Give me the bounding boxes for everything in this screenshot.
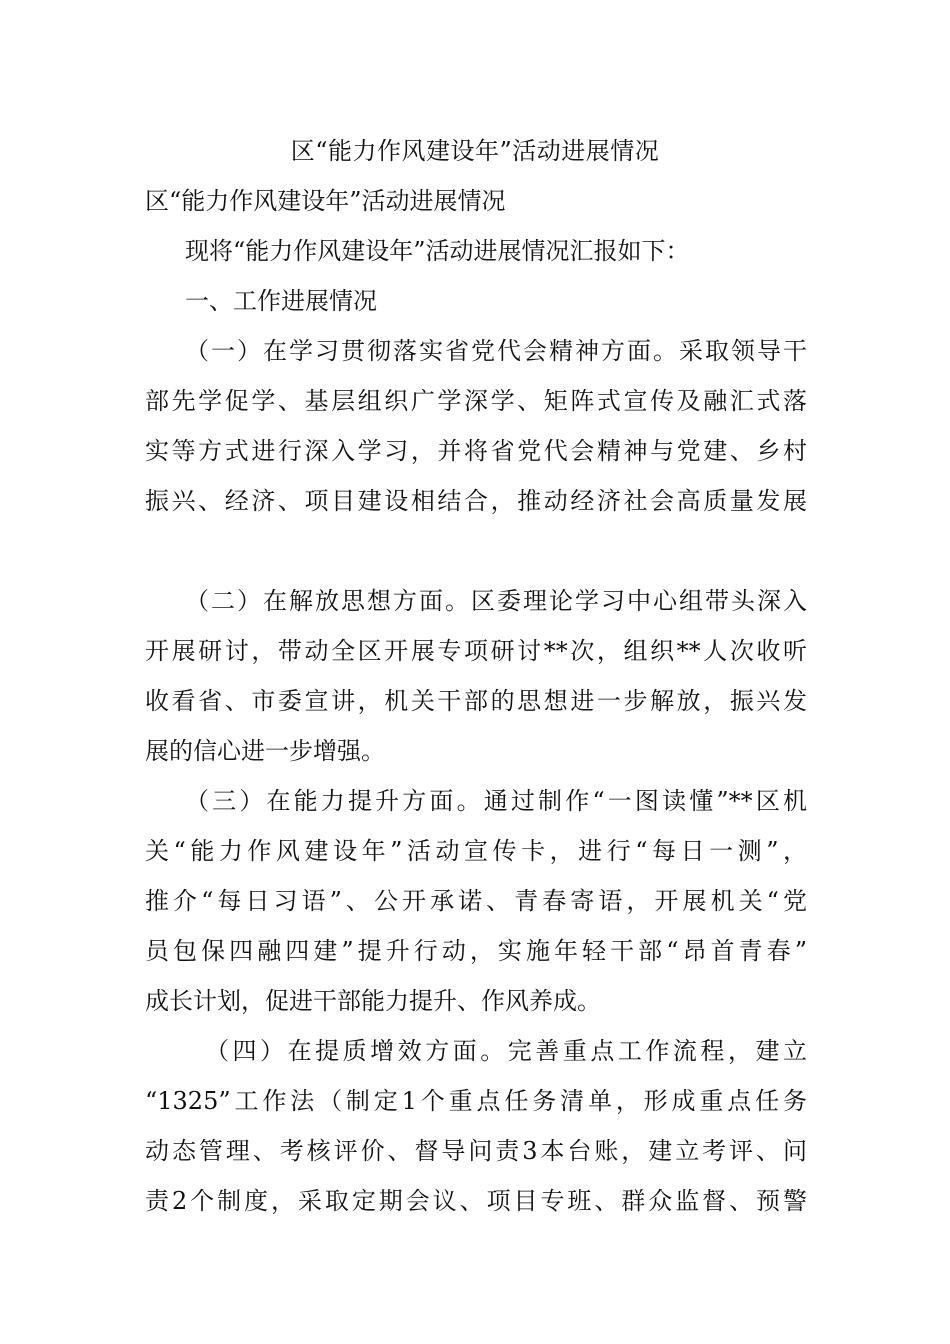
paragraph-2-line-1: （二）在解放思想方面。区委理论学习中心组带头深入 bbox=[185, 587, 807, 615]
paragraph-2-line-4: 展的信心进一步增强。 bbox=[145, 737, 385, 765]
paragraph-3-line-3: 推介“每日习语”、公开承诺、青春寄语，开展机关“党 bbox=[145, 887, 807, 915]
paragraph-4-line-4: 责2个制度，采取定期会议、项目专班、群众监督、预警 bbox=[145, 1187, 807, 1215]
intro-text: 现将“能力作风建设年”活动进展情况汇报如下： bbox=[185, 237, 690, 265]
paragraph-1-line-1: （一）在学习贯彻落实省党代会精神方面。采取领导干 bbox=[185, 337, 807, 365]
document-title: 区“能力作风建设年”活动进展情况 bbox=[290, 137, 660, 165]
paragraph-1-line-2: 部先学促学、基层组织广学深学、矩阵式宣传及融汇式落 bbox=[145, 387, 807, 415]
paragraph-3-line-1: （三）在能力提升方面。通过制作“一图读懂”**区机 bbox=[185, 787, 807, 815]
document-heading: 区“能力作风建设年”活动进展情况 bbox=[145, 187, 506, 215]
paragraph-4-line-1: （四）在提质增效方面。完善重点工作流程，建立 bbox=[205, 1037, 807, 1065]
paragraph-4-line-2: “1325”工作法（制定1个重点任务清单，形成重点任务 bbox=[145, 1087, 807, 1115]
section-heading: 一、工作进展情况 bbox=[185, 287, 377, 315]
paragraph-4-line-3: 动态管理、考核评价、督导问责3本台账，建立考评、问 bbox=[145, 1137, 807, 1165]
paragraph-3-line-5: 成长计划，促进干部能力提升、作风养成。 bbox=[145, 987, 601, 1015]
paragraph-2-line-3: 收看省、市委宣讲，机关干部的思想进一步解放，振兴发 bbox=[145, 687, 807, 715]
paragraph-3-line-2: 关“能力作风建设年”活动宣传卡，进行“每日一测”， bbox=[145, 837, 807, 865]
paragraph-2-line-2: 开展研讨，带动全区开展专项研讨**次，组织**人次收听 bbox=[145, 637, 807, 665]
paragraph-1-line-4: 振兴、经济、项目建设相结合，推动经济社会高质量发展 bbox=[145, 487, 807, 515]
paragraph-3-line-4: 员包保四融四建”提升行动，实施年轻干部“昂首青春” bbox=[145, 937, 807, 965]
paragraph-1-line-3: 实等方式进行深入学习，并将省党代会精神与党建、乡村 bbox=[145, 437, 807, 465]
